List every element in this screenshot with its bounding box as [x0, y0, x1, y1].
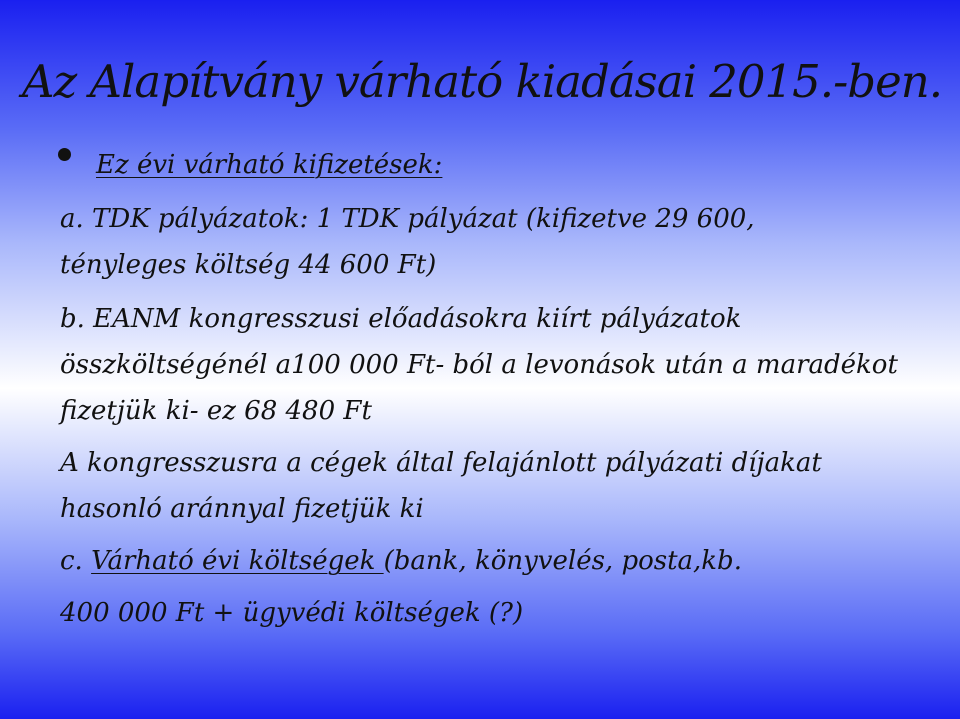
item-c-underlined: Várható évi költségek [91, 546, 384, 576]
item-b-line1: b. EANM kongresszusi előadásokra kiírt pályázatok [60, 304, 742, 334]
note-line2: hasonló aránnyal fizetjük ki [60, 494, 424, 524]
bullet-dot-icon [58, 148, 71, 161]
item-b-line2: összköltségénél a100 000 Ft- ból a levonások után a maradékot [60, 350, 898, 380]
item-c-suffix: (bank, könyvelés, posta,kb. [383, 546, 742, 576]
item-a-line2: tényleges költség 44 600 Ft) [60, 250, 437, 280]
item-c-line1 [60, 546, 742, 577]
item-b-line3: fizetjük ki- ez 68 480 Ft [60, 396, 372, 426]
slide-title: Az Alapítvány várható kiadásai 2015.-ben. [22, 55, 943, 108]
item-a-line1: a. TDK pályázatok: 1 TDK pályázat (kifizetve 29 600, [60, 204, 755, 234]
item-c-prefix: c. [60, 546, 92, 576]
item-c-line2: 400 000 Ft + ügyvédi költségek (?) [60, 598, 524, 628]
note-line1: A kongresszusra a cégek által felajánlott pályázati díjakat [60, 448, 822, 478]
bullet-heading: Ez évi várható kifizetések: [96, 150, 443, 180]
